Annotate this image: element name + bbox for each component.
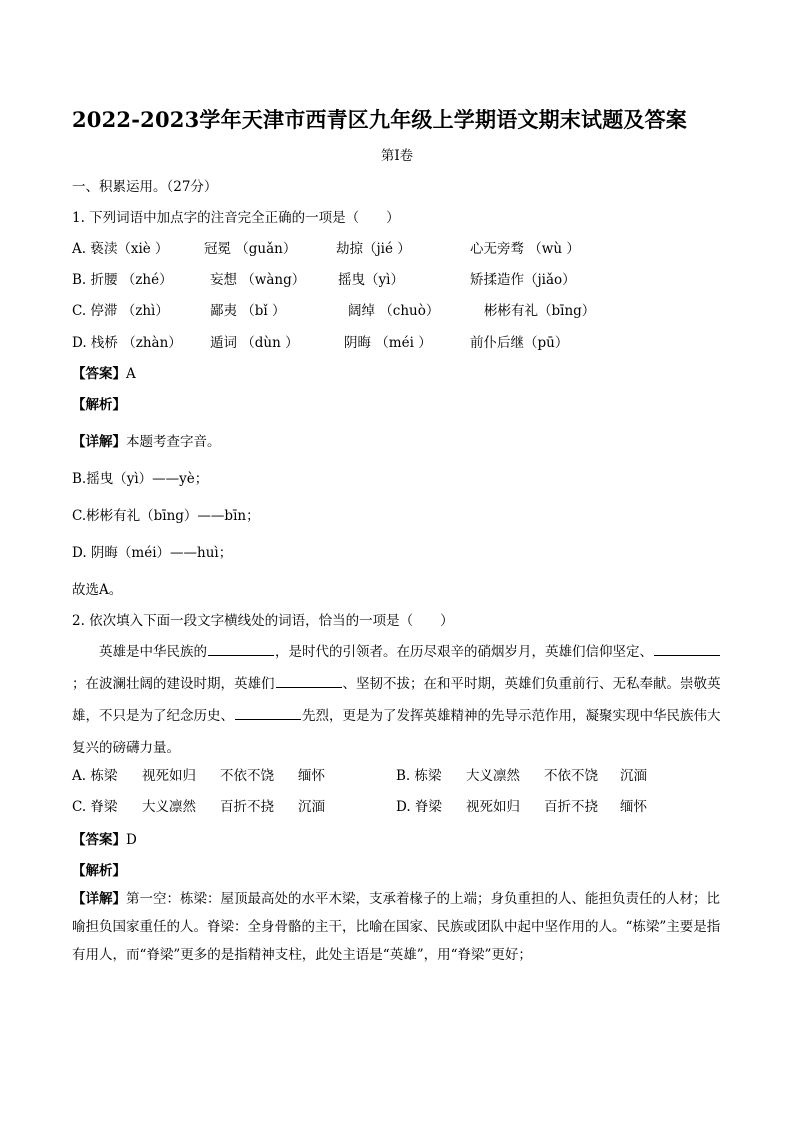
detail-text: 本题考查字音。 (126, 434, 221, 450)
question-2-stem: 2. 依次填入下面一段文字横线处的词语，恰当的一项是（ ） (72, 613, 454, 629)
q1-option-c-4: 彬彬有礼（bīng） (484, 303, 596, 319)
q1-option-a-4: 心无旁骛 （wù ） (470, 241, 580, 257)
q1-option-c-2: 鄙夷 （bǐ ） (210, 303, 286, 319)
detail-tag: 【详解】 (72, 891, 126, 907)
q1-option-a-1: A. 亵渎（xiè ） (72, 241, 169, 257)
fill-blank-3 (276, 674, 342, 688)
q2-option-b-4: 沉湎 (620, 768, 647, 784)
q2-option-d-1: D. 脊梁 (396, 799, 442, 815)
fill-blank-2 (654, 642, 720, 656)
q2-option-a-4: 缅怀 (298, 768, 325, 784)
q1-option-c-1: C. 停滞 （zhì） (72, 303, 169, 319)
volume-label: 第I卷 (380, 148, 414, 164)
q1-option-row-b (72, 270, 724, 290)
q1-note-b: B.摇曳（yì）——yè； (72, 471, 209, 487)
q2-option-a-2: 视死如归 (142, 768, 196, 784)
answer-tag: 【答案】 (72, 366, 126, 382)
passage-part-2: ，是时代的引领者。在历尽艰辛的硝烟岁月，英雄们信仰坚定、 (275, 644, 653, 660)
q2-detail (72, 885, 724, 969)
q1-conclusion: 故选A。 (72, 582, 123, 598)
answer-value: A (126, 366, 136, 382)
q2-option-a-1: A. 栋梁 (72, 768, 118, 784)
q2-option-d-3: 百折不挠 (544, 799, 598, 815)
fill-blank-4 (235, 706, 301, 720)
q1-option-d-2: 遁词 （dùn ） (210, 335, 299, 351)
q2-option-b-2: 大义凛然 (466, 768, 520, 784)
detail-tag: 【详解】 (72, 434, 126, 450)
q1-note-d: D. 阴晦（méi）——huì； (72, 545, 233, 561)
q2-answer (72, 830, 137, 850)
q2-option-row-2 (72, 797, 724, 817)
detail-text: 第一空：栋梁：屋顶最高处的水平木梁，支承着椽子的上端；身负重担的人、能担负责任的人材；比喻担负国家重任的人。脊梁：全身骨骼的主干，比喻在国家、民族或团队中起中坚作用的人。“栋梁”主要是指有用人，而“脊梁”更多的是指精神支柱，此处主语是“英雄”，用“脊梁”更好； (72, 891, 721, 963)
passage-part-4: 、坚韧不拔；在和平时期，英雄们负重前行、无私奉献。崇敬英雄，不只是为了纪念历史、 (72, 676, 721, 724)
q1-option-b-1: B. 折腰 （zhé） (72, 272, 173, 288)
q2-option-c-4: 沉湎 (298, 799, 325, 815)
q1-note-c: C.彬彬有礼（bīng）——bīn； (72, 508, 260, 524)
q1-option-d-1: D. 栈桥 （zhàn） (72, 335, 182, 351)
q2-option-c-2: 大义凛然 (142, 799, 196, 815)
q2-option-b-3: 不依不饶 (544, 768, 598, 784)
q1-option-row-a (72, 239, 724, 259)
q2-option-b-1: B. 栋梁 (396, 768, 442, 784)
section-heading: 一、积累运用。（27分） (72, 179, 218, 195)
page-title: 2022-2023学年天津市西青区九年级上学期语文期末试题及答案 (72, 107, 688, 132)
q1-option-a-3: 劫掠（jié ） (336, 241, 411, 257)
passage-part-5: 先烈，更是为了发挥英雄精神的先导示范作用，凝聚实现中华民族伟大复兴的磅礴力量。 (72, 708, 721, 756)
fill-blank-1 (208, 642, 274, 656)
q1-option-row-d (72, 333, 724, 353)
q1-option-d-4: 前仆后继（pū） (470, 335, 569, 351)
answer-value: D (126, 832, 137, 848)
q1-answer (72, 364, 136, 384)
q1-detail (72, 432, 221, 452)
q2-passage (72, 636, 724, 764)
q2-option-d-4: 缅怀 (620, 799, 647, 815)
q1-option-b-4: 矫揉造作（jiǎo） (470, 272, 576, 288)
q1-option-row-c (72, 301, 724, 321)
answer-tag: 【答案】 (72, 832, 126, 848)
q2-option-d-2: 视死如归 (466, 799, 520, 815)
q2-analysis-tag: 【解析】 (72, 863, 126, 879)
q2-option-c-1: C. 脊梁 (72, 799, 118, 815)
q1-analysis-tag: 【解析】 (72, 397, 126, 413)
q2-option-c-3: 百折不挠 (220, 799, 274, 815)
passage-part-3: ；在波澜壮阔的建设时期，英雄们 (72, 676, 275, 692)
question-1-stem: 1. 下列词语中加点字的注音完全正确的一项是（ ） (72, 210, 400, 226)
q1-option-b-2: 妄想 （wàng） (210, 272, 306, 288)
q2-option-row-1 (72, 766, 724, 786)
passage-part-1: 英雄是中华民族的 (99, 644, 207, 660)
q1-option-b-3: 摇曳（yì） (338, 272, 404, 288)
q1-option-c-3: 阔绰 （chuò） (348, 303, 440, 319)
q1-option-a-2: 冠冕 （guǎn） (204, 241, 297, 257)
q1-option-d-3: 阴晦 （méi ） (344, 335, 432, 351)
q2-option-a-3: 不依不饶 (220, 768, 274, 784)
